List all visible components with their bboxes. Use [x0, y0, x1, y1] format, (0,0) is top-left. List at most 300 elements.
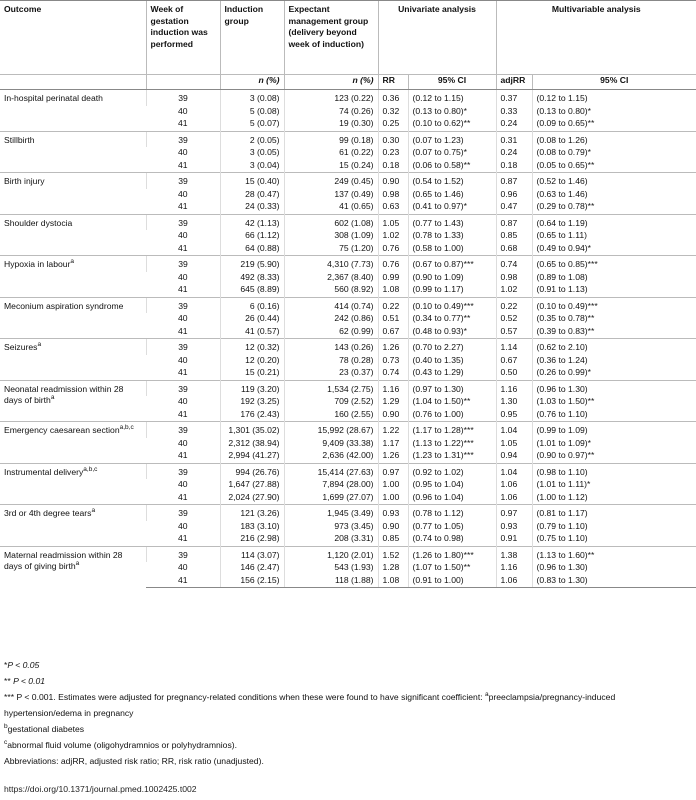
- adjci-cell: [532, 313, 696, 326]
- adjrr-cell: [496, 521, 532, 534]
- significance-mark: ***: [463, 425, 474, 435]
- rr-cell: [378, 118, 408, 131]
- ci-cell: [408, 546, 496, 562]
- induction-cell-value: 114 (3.07): [240, 549, 280, 560]
- expectant-cell-value: 15 (0.24): [339, 159, 374, 170]
- induction-cell: [220, 173, 284, 189]
- induction-cell-value: 2,994 (41.27): [228, 450, 280, 460]
- rr-cell: [378, 256, 408, 272]
- induction-cell: [220, 147, 284, 160]
- adjrr-cell-value: 1.06: [500, 574, 518, 585]
- week-cell-value: 40: [177, 437, 188, 448]
- adjci-cell-value: (0.63 to 1.46): [536, 188, 588, 199]
- adjci-cell-value: (0.26 to 0.99): [536, 367, 588, 377]
- induction-cell-value: 2 (0.05): [249, 134, 280, 145]
- significance-mark: *: [587, 437, 591, 448]
- adjrr-cell: [496, 533, 532, 546]
- week-cell-value: 41: [177, 242, 188, 253]
- rr-cell-value: 0.63: [382, 201, 400, 211]
- rr-cell-value: 0.32: [382, 105, 400, 116]
- adjrr-cell: [496, 230, 532, 243]
- significance-mark: **: [463, 159, 471, 170]
- adjci-cell: [532, 533, 696, 546]
- expectant-cell-value: 15,992 (28.67): [317, 425, 374, 435]
- adjci-cell: [532, 422, 696, 438]
- table-row: [0, 173, 696, 189]
- rr-cell-value: 1.00: [382, 479, 400, 489]
- outcome-label: [0, 297, 146, 339]
- outcome-footnote-mark: a: [91, 507, 96, 515]
- rr-cell-value: 1.08: [382, 574, 400, 585]
- rr-cell-value: 1.02: [382, 230, 400, 240]
- significance-mark: **: [587, 313, 595, 323]
- footnote-p01: [4, 673, 692, 689]
- adjci-cell-value: (0.79 to 1.10): [536, 520, 588, 531]
- ci-cell: [408, 450, 496, 463]
- rr-cell: [378, 147, 408, 160]
- significance-mark: ***: [463, 300, 474, 311]
- week-cell: [146, 214, 220, 230]
- induction-cell-value: 121 (3.26): [240, 508, 280, 518]
- week-cell: [146, 243, 220, 256]
- induction-cell: [220, 463, 284, 479]
- expectant-cell-value: 1,945 (3.49): [327, 508, 374, 518]
- significance-mark: *: [463, 201, 467, 211]
- adjrr-cell-value: 1.04: [500, 425, 518, 435]
- adjci-cell-value: (0.75 to 1.10): [536, 533, 588, 543]
- ci-cell: [408, 438, 496, 451]
- induction-cell-value: 645 (8.89): [240, 284, 280, 294]
- induction-cell: [220, 272, 284, 285]
- induction-cell-value: 12 (0.20): [245, 354, 280, 365]
- rr-cell: [378, 243, 408, 256]
- adjci-cell: [532, 297, 696, 313]
- outcome-name: Stillbirth: [4, 134, 35, 145]
- significance-mark: ***: [587, 259, 598, 269]
- adjci-cell-value: (1.00 to 1.12): [536, 491, 588, 502]
- adjci-cell-value: (0.91 to 1.13): [536, 284, 588, 294]
- rr-cell-value: 1.52: [382, 549, 400, 560]
- induction-cell: [220, 575, 284, 588]
- week-cell-value: 40: [177, 105, 188, 116]
- rr-cell: [378, 160, 408, 173]
- significance-mark: ***: [463, 437, 474, 448]
- rr-cell: [378, 575, 408, 588]
- adjrr-cell-value: 0.22: [500, 300, 518, 311]
- week-cell-value: 39: [178, 259, 188, 269]
- expectant-cell: [284, 313, 378, 326]
- expectant-cell: [284, 160, 378, 173]
- week-cell: [146, 450, 220, 463]
- adjrr-cell-value: 0.87: [500, 217, 518, 228]
- footnote-c: [4, 737, 692, 753]
- table-footnotes: [4, 657, 692, 769]
- week-cell-value: 40: [177, 313, 188, 323]
- adjrr-cell: [496, 562, 532, 575]
- week-cell-value: 40: [177, 396, 188, 406]
- week-cell: [146, 284, 220, 297]
- week-cell-value: 41: [177, 159, 188, 170]
- induction-cell: [220, 118, 284, 131]
- rr-cell-value: 0.67: [382, 325, 400, 336]
- ci-cell: [408, 230, 496, 243]
- adjci-cell-value: (0.62 to 2.10): [536, 342, 588, 352]
- rr-cell-value: 0.90: [382, 520, 400, 531]
- adjrr-cell: [496, 214, 532, 230]
- induction-cell-value: 6 (0.16): [249, 300, 280, 311]
- induction-cell: [220, 562, 284, 575]
- rr-cell-value: 0.76: [382, 242, 400, 253]
- adjrr-cell: [496, 189, 532, 202]
- significance-mark: *: [587, 105, 591, 116]
- rr-cell-value: 1.05: [382, 217, 400, 228]
- week-cell-value: 41: [177, 325, 188, 336]
- adjci-cell-value: (1.13 to 1.60): [536, 549, 588, 560]
- induction-cell: [220, 355, 284, 368]
- subheader-ci-multivariable: 95% CI: [532, 75, 696, 90]
- week-cell-value: 39: [178, 134, 188, 145]
- induction-cell-value: 219 (5.90): [240, 259, 280, 269]
- ci-cell-value: (0.99 to 1.17): [412, 284, 464, 294]
- expectant-cell: [284, 131, 378, 147]
- outcome-label: [0, 90, 146, 132]
- ci-cell-value: (0.78 to 1.33): [412, 230, 464, 240]
- outcome-name: Hypoxia in labour: [4, 259, 71, 269]
- ci-cell: [408, 533, 496, 546]
- induction-cell-value: 5 (0.08): [249, 105, 280, 116]
- rr-cell: [378, 380, 408, 396]
- week-cell: [146, 106, 220, 119]
- ci-cell: [408, 380, 496, 396]
- week-cell-value: 39: [178, 508, 188, 518]
- week-cell: [146, 575, 220, 588]
- rr-cell-value: 0.85: [382, 533, 400, 543]
- outcome-label: [0, 380, 146, 422]
- adjrr-cell: [496, 575, 532, 588]
- ci-cell: [408, 90, 496, 106]
- rr-cell: [378, 505, 408, 521]
- adjrr-cell-value: 0.24: [500, 147, 518, 157]
- adjci-cell-value: (0.83 to 1.30): [536, 574, 588, 585]
- adjci-cell-value: (0.36 to 1.24): [536, 354, 588, 365]
- induction-cell-value: 183 (3.10): [240, 520, 280, 531]
- adjci-cell-value: (0.89 to 1.08): [536, 271, 588, 282]
- adjrr-cell-value: 0.74: [500, 259, 518, 269]
- week-cell-value: 39: [178, 383, 188, 394]
- ci-cell: [408, 367, 496, 380]
- week-cell-value: 40: [177, 479, 188, 489]
- rr-cell: [378, 396, 408, 409]
- adjrr-cell-value: 0.31: [500, 134, 518, 145]
- adjrr-cell: [496, 409, 532, 422]
- expectant-cell: [284, 463, 378, 479]
- adjci-cell: [532, 326, 696, 339]
- doi-link[interactable]: https://doi.org/10.1371/journal.pmed.1002425.t002: [4, 784, 197, 794]
- adjci-cell-value: (0.64 to 1.19): [536, 217, 588, 228]
- week-cell-value: 40: [177, 271, 188, 282]
- adjrr-cell: [496, 339, 532, 355]
- expectant-cell-value: 543 (1.93): [334, 562, 374, 572]
- expectant-cell-value: 709 (2.52): [334, 396, 374, 406]
- significance-mark: **: [587, 549, 595, 560]
- ci-cell: [408, 505, 496, 521]
- table-row: [0, 339, 696, 355]
- rr-cell-value: 0.73: [382, 354, 400, 365]
- adjci-cell: [532, 546, 696, 562]
- adjci-cell: [532, 272, 696, 285]
- induction-cell: [220, 409, 284, 422]
- adjci-cell: [532, 256, 696, 272]
- ci-cell-value: (0.77 to 1.43): [412, 217, 464, 228]
- subheader-rr: RR: [378, 75, 408, 90]
- adjci-cell: [532, 355, 696, 368]
- adjci-cell-value: (0.81 to 1.17): [536, 508, 588, 518]
- outcome-name: Shoulder dystocia: [4, 217, 73, 228]
- adjci-cell-value: (0.65 to 1.11): [536, 230, 587, 240]
- adjrr-cell-value: 0.96: [500, 188, 518, 199]
- week-cell-value: 41: [177, 450, 188, 460]
- adjci-cell: [532, 243, 696, 256]
- significance-mark: *: [463, 325, 467, 336]
- adjci-cell-value: (0.96 to 1.30): [536, 383, 588, 394]
- week-cell: [146, 505, 220, 521]
- rr-cell-value: 1.17: [382, 437, 400, 448]
- adjci-cell: [532, 284, 696, 297]
- week-cell-value: 39: [178, 549, 188, 560]
- ci-cell: [408, 422, 496, 438]
- adjci-cell-value: (0.49 to 0.94): [536, 242, 588, 253]
- table-row: [0, 422, 696, 438]
- table-row: [0, 256, 696, 272]
- induction-cell-value: 156 (2.15): [240, 574, 280, 585]
- week-cell: [146, 313, 220, 326]
- week-cell-value: 39: [178, 342, 188, 352]
- induction-cell: [220, 131, 284, 147]
- outcome-name: Instrumental delivery: [4, 466, 84, 477]
- subheader-adjrr: adjRR: [496, 75, 532, 90]
- week-cell: [146, 189, 220, 202]
- significance-mark: **: [587, 450, 595, 460]
- ci-cell-value: (0.12 to 1.15): [412, 93, 464, 103]
- footnote-b-text: gestational diabetes: [7, 724, 85, 734]
- week-cell: [146, 90, 220, 106]
- rr-cell-value: 0.90: [382, 176, 400, 186]
- adjrr-cell-value: 1.06: [500, 479, 518, 489]
- ci-cell: [408, 131, 496, 147]
- expectant-cell: [284, 521, 378, 534]
- week-cell-value: 41: [177, 118, 188, 128]
- table-body: [0, 90, 696, 588]
- footnote-a-text: preeclampsia/pregnancy-induced hypertension/edema in pregnancy: [4, 692, 616, 718]
- adjci-cell: [532, 367, 696, 380]
- outcome-label: [0, 422, 146, 464]
- rr-cell: [378, 463, 408, 479]
- ci-cell-value: (0.92 to 1.02): [412, 466, 464, 477]
- adjrr-cell-value: 0.50: [500, 367, 518, 377]
- induction-cell-value: 15 (0.21): [245, 367, 280, 377]
- adjci-cell-value: (0.99 to 1.09): [536, 425, 588, 435]
- subheader-ci-univariate: 95% CI: [408, 75, 496, 90]
- induction-cell-value: 176 (2.43): [240, 408, 280, 419]
- week-cell-value: 40: [177, 147, 188, 157]
- adjrr-cell: [496, 147, 532, 160]
- outcome-label: [0, 256, 146, 298]
- adjrr-cell: [496, 90, 532, 106]
- week-cell: [146, 339, 220, 355]
- expectant-cell: [284, 230, 378, 243]
- rr-cell: [378, 438, 408, 451]
- rr-cell: [378, 297, 408, 313]
- ci-cell-value: (0.07 to 0.75): [412, 147, 464, 157]
- table-row: [0, 214, 696, 230]
- induction-cell: [220, 546, 284, 562]
- outcome-footnote-mark: a: [75, 560, 80, 568]
- expectant-cell-value: 2,636 (42.00): [322, 450, 374, 460]
- adjci-cell: [532, 189, 696, 202]
- significance-mark: **: [587, 118, 595, 128]
- expectant-cell-value: 249 (0.45): [334, 176, 374, 186]
- ci-cell-value: (0.54 to 1.52): [412, 176, 464, 186]
- adjci-cell: [532, 230, 696, 243]
- expectant-cell-value: 143 (0.26): [334, 342, 374, 352]
- adjci-cell-value: (0.96 to 1.30): [536, 562, 588, 572]
- adjrr-cell: [496, 546, 532, 562]
- week-cell-value: 41: [177, 574, 188, 585]
- adjci-cell: [532, 396, 696, 409]
- rr-cell: [378, 284, 408, 297]
- expectant-cell: [284, 256, 378, 272]
- ci-cell-value: (0.77 to 1.05): [412, 520, 464, 531]
- adjrr-cell-value: 1.38: [500, 549, 518, 560]
- expectant-cell-value: 9,409 (33.38): [322, 437, 374, 448]
- week-cell-value: 40: [177, 230, 188, 240]
- adjci-cell: [532, 201, 696, 214]
- expectant-cell-value: 973 (3.45): [334, 520, 374, 531]
- ci-cell: [408, 189, 496, 202]
- expectant-cell-value: 208 (3.31): [334, 533, 374, 543]
- ci-cell-value: (0.74 to 0.98): [412, 533, 464, 543]
- rr-cell: [378, 106, 408, 119]
- significance-mark: **: [587, 159, 595, 170]
- rr-cell: [378, 422, 408, 438]
- outcome-label: [0, 463, 146, 505]
- adjrr-cell: [496, 355, 532, 368]
- adjrr-cell-value: 0.67: [500, 354, 518, 365]
- adjrr-cell: [496, 450, 532, 463]
- expectant-cell-value: 2,367 (8.40): [327, 271, 374, 282]
- ci-cell-value: (0.95 to 1.04): [412, 479, 464, 489]
- week-cell: [146, 160, 220, 173]
- adjci-cell: [532, 90, 696, 106]
- induction-cell-value: 24 (0.33): [245, 201, 280, 211]
- rr-cell-value: 0.30: [382, 134, 400, 145]
- rr-cell: [378, 479, 408, 492]
- rr-cell-value: 0.36: [382, 93, 400, 103]
- rr-cell: [378, 90, 408, 106]
- week-cell: [146, 131, 220, 147]
- adjrr-cell: [496, 160, 532, 173]
- outcome-name: Emergency caesarean section: [4, 425, 120, 435]
- week-cell: [146, 546, 220, 562]
- induction-cell-value: 2,024 (27.90): [228, 491, 280, 502]
- ci-cell: [408, 355, 496, 368]
- adjrr-cell-value: 0.47: [500, 201, 518, 211]
- rr-cell-value: 1.22: [382, 425, 400, 435]
- induction-cell: [220, 230, 284, 243]
- rr-cell-value: 0.18: [382, 159, 400, 170]
- induction-cell: [220, 201, 284, 214]
- adjci-cell-value: (0.90 to 0.97): [536, 450, 588, 460]
- adjci-cell-value: (0.05 to 0.65): [536, 159, 588, 170]
- significance-mark: *: [586, 479, 591, 489]
- ci-cell-value: (0.58 to 1.00): [412, 242, 464, 253]
- week-cell-value: 41: [177, 367, 188, 377]
- ci-cell-value: (0.67 to 0.87): [412, 259, 464, 269]
- ci-cell-value: (0.78 to 1.12): [412, 508, 464, 518]
- induction-cell: [220, 189, 284, 202]
- rr-cell-value: 1.28: [382, 562, 400, 572]
- week-cell: [146, 492, 220, 505]
- significance-mark: **: [463, 562, 471, 572]
- rr-cell: [378, 521, 408, 534]
- adjci-cell-value: (1.01 to 1.09): [536, 437, 588, 448]
- ci-cell: [408, 521, 496, 534]
- ci-cell: [408, 256, 496, 272]
- expectant-cell-value: 23 (0.37): [339, 367, 374, 377]
- adjrr-cell: [496, 380, 532, 396]
- rr-cell: [378, 326, 408, 339]
- adjrr-cell: [496, 297, 532, 313]
- ci-cell: [408, 201, 496, 214]
- expectant-cell-value: 1,699 (27.07): [322, 491, 374, 502]
- expectant-cell: [284, 106, 378, 119]
- subheader-blank-2: [146, 75, 220, 90]
- induction-cell-value: 3 (0.05): [249, 147, 280, 157]
- footnote-p05: [4, 657, 692, 673]
- week-cell-value: 39: [178, 93, 188, 103]
- induction-cell: [220, 505, 284, 521]
- outcome-name: Neonatal readmission within 28 days of birth: [4, 383, 124, 405]
- rr-cell: [378, 450, 408, 463]
- rr-cell-value: 0.25: [382, 118, 400, 128]
- expectant-cell-value: 19 (0.30): [339, 118, 374, 128]
- rr-cell: [378, 533, 408, 546]
- week-cell: [146, 438, 220, 451]
- expectant-cell: [284, 546, 378, 562]
- induction-cell: [220, 243, 284, 256]
- rr-cell: [378, 272, 408, 285]
- week-cell: [146, 380, 220, 396]
- header-expectant: Expectant management group (delivery beyond week of induction): [284, 1, 378, 75]
- significance-mark: **: [587, 201, 595, 211]
- expectant-cell-value: 7,894 (28.00): [322, 479, 374, 489]
- ci-cell-value: (1.26 to 1.80): [412, 549, 464, 560]
- induction-cell-value: 15 (0.40): [245, 176, 280, 186]
- adjrr-cell-value: 1.06: [500, 491, 518, 502]
- expectant-cell: [284, 533, 378, 546]
- outcome-name: In-hospital perinatal death: [4, 93, 103, 103]
- induction-cell-value: 3 (0.08): [249, 93, 280, 103]
- induction-cell-value: 64 (0.88): [245, 242, 280, 253]
- header-multivariable: Multivariable analysis: [496, 1, 696, 75]
- rr-cell: [378, 189, 408, 202]
- induction-cell: [220, 326, 284, 339]
- adjrr-cell-value: 1.30: [500, 396, 518, 406]
- expectant-cell-value: 602 (1.08): [334, 217, 374, 228]
- induction-cell-value: 66 (1.12): [245, 230, 280, 240]
- adjci-cell-value: (0.12 to 1.15): [536, 93, 588, 103]
- ci-cell: [408, 463, 496, 479]
